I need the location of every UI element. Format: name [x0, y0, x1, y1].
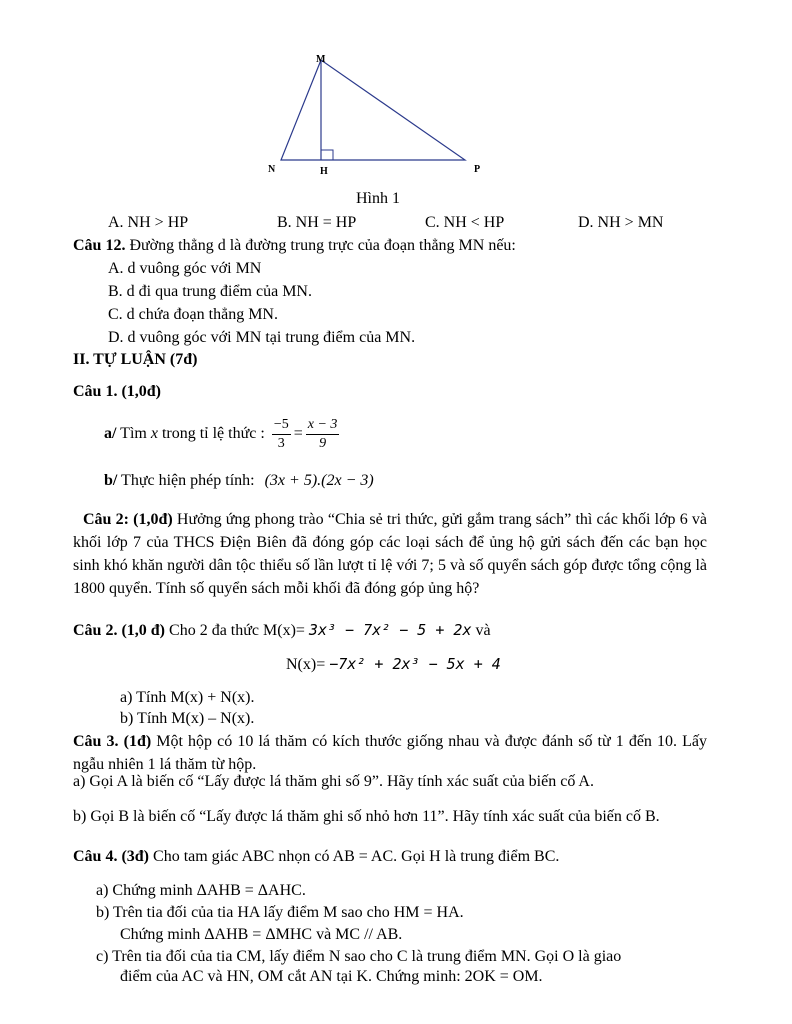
- cau3-text: Một hộp có 10 lá thăm có kích thước giống nhau và được đánh số từ 1 đến 10. Lấy ngẫu nhiên 1 lá thăm từ hộp.: [73, 733, 707, 773]
- section-title: II. TỰ LUẬN (7đ): [73, 351, 198, 368]
- q12-text: Đường thẳng d là đường trung trực của đoạn thẳng MN nếu:: [125, 237, 516, 254]
- polynomial-n-line: [286, 654, 501, 675]
- cau1-a-label: a/: [104, 425, 117, 443]
- fraction-left-denominator: 3: [277, 436, 285, 451]
- cau4-part-c-line1: c) Trên tia đối của tia CM, lấy điểm N sao cho C là trung điểm MN. Gọi O là giao: [96, 948, 622, 965]
- q12-option-c: C. d chứa đoạn thẳng MN.: [108, 306, 278, 323]
- fraction-left: [272, 416, 291, 453]
- cau2-word-problem: [73, 508, 707, 600]
- fraction-right-numerator: x − 3: [306, 416, 340, 435]
- polynomial-n-label: N(x)=: [286, 656, 330, 673]
- q12-question: [73, 236, 516, 256]
- q12-option-a: A. d vuông góc với MN: [108, 260, 262, 277]
- cau3-part-a: a) Gọi A là biến cố “Lấy được lá thăm ghi số 9”. Hãy tính xác suất của biến cố A.: [73, 773, 594, 790]
- q11-option-a: A. NH > HP: [108, 214, 189, 231]
- q11-option-b: B. NH = HP: [277, 214, 357, 231]
- fraction-right: [306, 416, 340, 453]
- cau2-item-a: a) Tính M(x) + N(x).: [120, 689, 255, 706]
- cau2-item-b: b) Tính M(x) – N(x).: [120, 710, 255, 727]
- cau4-part-b-line1: b) Trên tia đối của tia HA lấy điểm M sao cho HM = HA.: [96, 904, 464, 921]
- q12-option-b: B. d đi qua trung điểm của MN.: [108, 283, 312, 300]
- cau2-label: Câu 2: (1,0đ): [83, 511, 173, 528]
- cau1-b: [104, 471, 374, 491]
- fraction-left-numerator: −5: [272, 416, 291, 435]
- cau1-a-text: Tìm: [116, 425, 151, 443]
- q11-option-d: D. NH > MN: [578, 214, 664, 231]
- cau1-b-text: Thực hiện phép tính:: [117, 472, 259, 489]
- figure-caption: Hình 1: [356, 190, 400, 207]
- q11-option-c: C. NH < HP: [425, 214, 505, 231]
- cau4-label: Câu 4. (3đ): [73, 848, 150, 865]
- cau1-a-var: x: [150, 425, 158, 443]
- fraction-right-denominator: 9: [319, 436, 327, 451]
- polynomial-m: 3x³ − 7x² − 5 + 2x: [308, 621, 472, 639]
- q12-label: Câu 12.: [73, 237, 126, 254]
- label-p: P: [474, 164, 481, 175]
- cau1-title: Câu 1. (1,0đ): [73, 383, 162, 400]
- equals-sign: =: [293, 425, 303, 443]
- and-word: và: [471, 622, 491, 639]
- q12-option-d: D. d vuông góc với MN tại trung điểm của MN.: [108, 329, 416, 346]
- triangle-figure: [260, 48, 490, 182]
- cau1-a: [104, 416, 342, 453]
- polynomial-n: −7x² + 2x³ − 5x + 4: [329, 655, 501, 673]
- cau1-b-expression: (3x + 5).(2x − 3): [264, 472, 374, 489]
- cau3-label: Câu 3. (1đ): [73, 733, 152, 750]
- label-n: N: [268, 164, 276, 175]
- cau1-b-label: b/: [104, 472, 118, 489]
- cau4-part-a: a) Chứng minh ΔAHB = ΔAHC.: [96, 882, 306, 899]
- triangle-diagram: [260, 48, 490, 182]
- label-m: M: [316, 54, 326, 65]
- cau4-text: Cho tam giác ABC nhọn có AB = AC. Gọi H là trung điểm BC.: [149, 848, 560, 865]
- cau2-text: Hưởng ứng phong trào “Chia sẻ tri thức, gửi gắm trang sách” thì các khối lớp 6 và khối lớp 7 của THCS Điện Biên đã đóng góp các loại sách để ủng hộ gửi sách đến các bạn học sinh khó khăn người dân tộc thiểu số lần lượt tỉ lệ với 7; 5 và số quyển sách góp được tổng cộng là 1800 quyển. Tính số quyển sách mỗi khối đã đóng góp ủng hộ?: [73, 511, 707, 597]
- cau2-poly-text: Cho 2 đa thức M(x)=: [165, 622, 309, 639]
- label-h: H: [320, 166, 328, 177]
- cau3-part-b: b) Gọi B là biến cố “Lấy được lá thăm ghi số nhỏ hơn 11”. Hãy tính xác suất của biến cố B.: [73, 808, 660, 825]
- cau4-part-b-line2: Chứng minh ΔAHB = ΔMHC và MC // AB.: [120, 926, 403, 943]
- cau2-poly-label: Câu 2. (1,0 đ): [73, 622, 166, 639]
- cau4-part-c-line2: điểm của AC và HN, OM cắt AN tại K. Chứng minh: 2OK = OM.: [120, 968, 543, 985]
- cau4-question: [73, 847, 559, 867]
- cau1-a-text2: trong tỉ lệ thức :: [157, 425, 269, 443]
- cau2-polynomial-question: [73, 620, 491, 641]
